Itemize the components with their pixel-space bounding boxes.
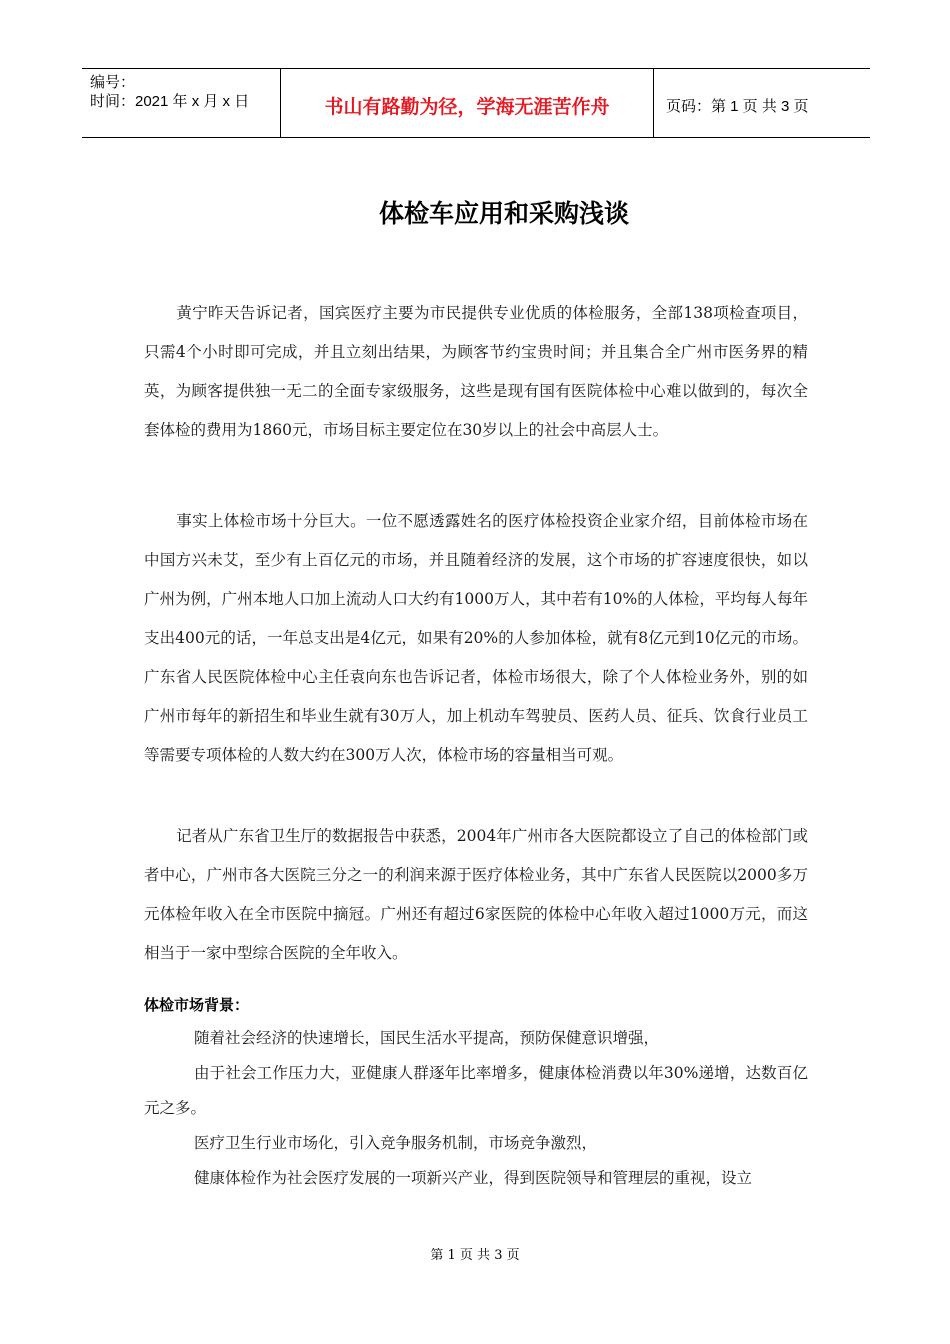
- paragraph: [144, 294, 808, 450]
- list-item: 随着社会经济的快速增长，国民生活水平提高，预防保健意识增强，: [194, 1029, 660, 1047]
- page-header: [82, 68, 870, 138]
- page-footer: 第 1 页 共 3 页: [430, 1248, 520, 1263]
- paragraph: [144, 817, 808, 973]
- section-heading: 体检市场背景：: [144, 996, 250, 1014]
- paragraph: [144, 502, 808, 775]
- list-item: 健康体检作为社会医疗发展的一项新兴产业，得到医院领导和管理层的重视，设立: [194, 1169, 753, 1187]
- document-number-label: 编号：: [90, 74, 136, 91]
- list-item: 由于社会工作压力大，亚健康人群逐年比率增多，健康体检消费以年30%递增，达数百亿元之多。: [144, 1064, 808, 1117]
- header-meta: [82, 69, 281, 137]
- background-list: [144, 1021, 808, 1196]
- paragraph-text: 事实上体检市场十分巨大。一位不愿透露姓名的医疗体检投资企业家介绍，目前体检市场在中国方兴未艾，至少有上百亿元的市场，并且随着经济的发展，这个市场的扩容速度很快，如以广州为例，广州本地人口加上流动人口大约有1000万人，其中若有10%的人体检，平均每人每年支出400元的话，一年总支出是4亿元，如果有20%的人参加体检，就有8亿元到10亿元的市场。广东省人民医院体检中心主任袁向东也告诉记者，体检市场很大，除了个人体检业务外，别的如广州市每年的新招生和毕业生就有30万人，加上机动车驾驶员、医药人员、征兵、饮食行业员工等需要专项体检的人数大约在300万人次，体检市场的容量相当可观。: [144, 512, 808, 764]
- paragraph-text: 记者从广东省卫生厅的数据报告中获悉，2004年广州市各大医院都设立了自己的体检部门或者中心，广州市各大医院三分之一的利润来源于医疗体检业务，其中广东省人民医院以2000多万元体检年收入在全市医院中摘冠。广州还有超过6家医院的体检中心年收入超过1000万元，而这相当于一家中型综合医院的全年收入。: [144, 827, 808, 962]
- paragraph-text: 黄宁昨天告诉记者，国宾医疗主要为市民提供专业优质的体检服务，全部138项检查项目，只需4个小时即可完成，并且立刻出结果，为顾客节约宝贵时间；并且集合全广州市医务界的精英，为顾客提供独一无二的全面专家级服务，这些是现有国有医院体检中心难以做到的，每次全套体检的费用为1860元，市场目标主要定位在30岁以上的社会中高层人士。: [144, 304, 808, 439]
- header-motto: 书山有路勤为径，学海无涯苦作舟: [281, 69, 654, 137]
- document-title: 体检车应用和采购浅谈: [378, 199, 629, 228]
- list-item: 医疗卫生行业市场化，引入竞争服务机制，市场竞争激烈，: [194, 1134, 598, 1152]
- header-page-number: 页码：第 1 页 共 3 页: [666, 97, 809, 115]
- document-date-label: 时间：2021 年 x 月 x 日: [90, 93, 250, 110]
